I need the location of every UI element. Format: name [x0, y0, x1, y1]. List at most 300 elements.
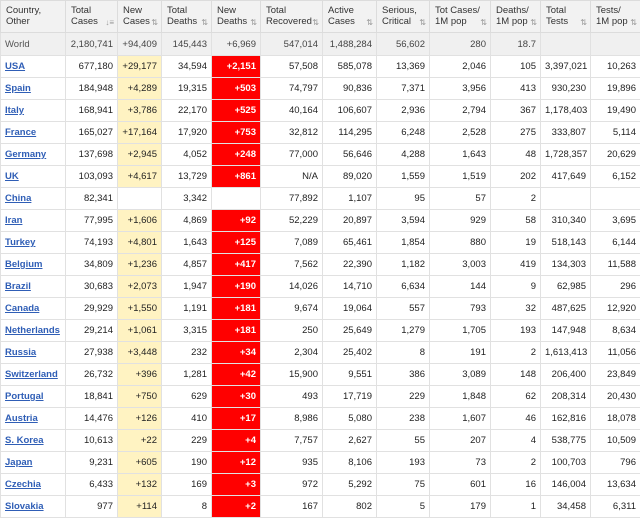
cell-new-cases: +114: [118, 496, 162, 518]
cell-deaths-per-1m: 16: [491, 474, 541, 496]
sort-icon[interactable]: ⇅: [201, 17, 208, 28]
cell-country: [1, 122, 66, 144]
cell-country: [1, 342, 66, 364]
country-link[interactable]: Austria: [5, 413, 38, 424]
cell-total-recovered: 14,026: [261, 276, 323, 298]
cell-new-cases: [118, 188, 162, 210]
cell-active-cases: 106,607: [323, 100, 377, 122]
cell-total-deaths: 34,594: [162, 56, 212, 78]
cell-total-deaths: 232: [162, 342, 212, 364]
cell-new-cases: +2,073: [118, 276, 162, 298]
cell-country: World: [1, 33, 66, 56]
cell-total-cases: 137,698: [66, 144, 118, 166]
table-row: [1, 100, 640, 122]
cell-new-deaths: [212, 188, 261, 210]
cell-total-tests: 100,703: [541, 452, 591, 474]
cell-country: [1, 474, 66, 496]
column-header-label: Tests: [546, 16, 568, 27]
column-header-label: Other: [6, 16, 30, 27]
cell-total-recovered: 77,892: [261, 188, 323, 210]
column-header-total-cases[interactable]: [66, 1, 118, 33]
cell-tot-cases-per-1m: 880: [430, 232, 491, 254]
cell-total-tests: 538,775: [541, 430, 591, 452]
cell-serious-critical: 1,559: [377, 166, 430, 188]
country-link[interactable]: Japan: [5, 457, 32, 468]
column-header-new-cases[interactable]: [118, 1, 162, 33]
cell-total-recovered: 7,089: [261, 232, 323, 254]
cell-total-recovered: 2,304: [261, 342, 323, 364]
cell-active-cases: 5,292: [323, 474, 377, 496]
cell-total-cases: 82,341: [66, 188, 118, 210]
cell-total-recovered: 972: [261, 474, 323, 496]
cell-serious-critical: 229: [377, 386, 430, 408]
cell-active-cases: 65,461: [323, 232, 377, 254]
cell-total-tests: 147,948: [541, 320, 591, 342]
column-header-label: Active: [328, 5, 354, 16]
column-header-tot-cases-per-1m[interactable]: [430, 1, 491, 33]
cell-total-recovered: 57,508: [261, 56, 323, 78]
cell-active-cases: 2,627: [323, 430, 377, 452]
cell-total-tests: 1,178,403: [541, 100, 591, 122]
cell-serious-critical: 7,371: [377, 78, 430, 100]
sort-icon[interactable]: ⇅: [250, 17, 257, 28]
cell-active-cases: 5,080: [323, 408, 377, 430]
column-header-label: Cases: [71, 16, 98, 27]
sort-icon[interactable]: ⇅: [530, 17, 537, 28]
sort-icon[interactable]: ⇅: [480, 17, 487, 28]
cell-total-deaths: 3,342: [162, 188, 212, 210]
cell-deaths-per-1m: 32: [491, 298, 541, 320]
column-header-total-deaths[interactable]: [162, 1, 212, 33]
country-link[interactable]: Italy: [5, 105, 24, 116]
column-header-label: Deaths/: [496, 5, 529, 16]
cell-country: [1, 188, 66, 210]
cell-tot-cases-per-1m: 3,003: [430, 254, 491, 276]
cell-active-cases: 25,649: [323, 320, 377, 342]
cell-active-cases: 114,295: [323, 122, 377, 144]
cell-tests-per-1m: 20,629: [591, 144, 640, 166]
cell-new-cases: +4,289: [118, 78, 162, 100]
cell-total-deaths: 190: [162, 452, 212, 474]
cell-tests-per-1m: [591, 33, 640, 56]
column-header-total-recovered[interactable]: [261, 1, 323, 33]
header-row: [1, 1, 640, 33]
cell-tests-per-1m: 296: [591, 276, 640, 298]
cell-deaths-per-1m: 2: [491, 342, 541, 364]
cell-deaths-per-1m: 202: [491, 166, 541, 188]
column-header-country[interactable]: [1, 1, 66, 33]
table-row: [1, 122, 640, 144]
cell-new-cases: +94,409: [118, 33, 162, 56]
column-header-label: Deaths: [217, 16, 247, 27]
country-link[interactable]: Switzerland: [5, 369, 58, 380]
cell-active-cases: 22,390: [323, 254, 377, 276]
country-link[interactable]: Portugal: [5, 391, 44, 402]
cell-total-deaths: 169: [162, 474, 212, 496]
table-row: [1, 342, 640, 364]
cell-country: [1, 232, 66, 254]
cell-tests-per-1m: 6,152: [591, 166, 640, 188]
cell-total-tests: 333,807: [541, 122, 591, 144]
cell-new-cases: +605: [118, 452, 162, 474]
table-row: [1, 298, 640, 320]
cell-serious-critical: 1,854: [377, 232, 430, 254]
column-header-label: 1M pop: [596, 16, 628, 27]
cell-deaths-per-1m: 2: [491, 452, 541, 474]
cell-tests-per-1m: 12,920: [591, 298, 640, 320]
cell-tot-cases-per-1m: 1,705: [430, 320, 491, 342]
cell-tot-cases-per-1m: 144: [430, 276, 491, 298]
cell-new-cases: +2,945: [118, 144, 162, 166]
column-header-label: Total: [167, 5, 187, 16]
cell-total-recovered: 9,674: [261, 298, 323, 320]
column-header-label: Total: [266, 5, 286, 16]
country-link[interactable]: Iran: [5, 215, 22, 226]
cell-deaths-per-1m: 48: [491, 144, 541, 166]
cell-total-cases: 34,809: [66, 254, 118, 276]
cell-country: [1, 100, 66, 122]
cell-total-deaths: 4,857: [162, 254, 212, 276]
table-row: [1, 166, 640, 188]
cell-total-cases: 977: [66, 496, 118, 518]
sort-icon[interactable]: ⇅: [580, 17, 587, 28]
cell-serious-critical: 1,279: [377, 320, 430, 342]
cell-total-recovered: 77,000: [261, 144, 323, 166]
cell-total-tests: 1,728,357: [541, 144, 591, 166]
cell-serious-critical: 3,594: [377, 210, 430, 232]
cell-tests-per-1m: 20,430: [591, 386, 640, 408]
cell-total-tests: 146,004: [541, 474, 591, 496]
cell-new-cases: +22: [118, 430, 162, 452]
table-row: [1, 320, 640, 342]
cell-serious-critical: 6,634: [377, 276, 430, 298]
cell-total-cases: 77,995: [66, 210, 118, 232]
cell-new-deaths: +92: [212, 210, 261, 232]
table-row: [1, 144, 640, 166]
column-header-label: Serious,: [382, 5, 417, 16]
cell-new-deaths: +125: [212, 232, 261, 254]
cell-tests-per-1m: 8,634: [591, 320, 640, 342]
cell-total-cases: 10,613: [66, 430, 118, 452]
cell-serious-critical: 56,602: [377, 33, 430, 56]
cell-deaths-per-1m: 1: [491, 496, 541, 518]
cell-country: [1, 408, 66, 430]
cell-tot-cases-per-1m: 3,089: [430, 364, 491, 386]
cell-tests-per-1m: 5,114: [591, 122, 640, 144]
column-header-label: Country,: [6, 5, 41, 16]
country-link[interactable]: USA: [5, 61, 25, 72]
cell-total-deaths: 19,315: [162, 78, 212, 100]
cell-new-cases: +1,550: [118, 298, 162, 320]
cell-total-deaths: 22,170: [162, 100, 212, 122]
cell-serious-critical: 8: [377, 342, 430, 364]
column-header-active-cases[interactable]: [323, 1, 377, 33]
cell-total-tests: 62,985: [541, 276, 591, 298]
cell-active-cases: 90,836: [323, 78, 377, 100]
cell-total-deaths: 3,315: [162, 320, 212, 342]
cell-total-deaths: 1,191: [162, 298, 212, 320]
cell-country: [1, 210, 66, 232]
cell-deaths-per-1m: 18.7: [491, 33, 541, 56]
cell-serious-critical: 6,248: [377, 122, 430, 144]
table-row: [1, 430, 640, 452]
cell-serious-critical: 386: [377, 364, 430, 386]
cell-deaths-per-1m: 19: [491, 232, 541, 254]
column-header-label: New: [217, 5, 236, 16]
cell-new-deaths: +12: [212, 452, 261, 474]
cell-active-cases: 14,710: [323, 276, 377, 298]
cell-tot-cases-per-1m: 73: [430, 452, 491, 474]
cell-total-cases: 27,938: [66, 342, 118, 364]
cell-country: [1, 144, 66, 166]
cell-new-deaths: +30: [212, 386, 261, 408]
cell-active-cases: 17,719: [323, 386, 377, 408]
cell-tot-cases-per-1m: 2,528: [430, 122, 491, 144]
country-link[interactable]: Slovakia: [5, 501, 44, 512]
cell-tests-per-1m: 11,056: [591, 342, 640, 364]
cell-total-tests: 134,303: [541, 254, 591, 276]
cell-total-recovered: 8,986: [261, 408, 323, 430]
column-header-label: Cases: [123, 16, 150, 27]
cell-serious-critical: 2,936: [377, 100, 430, 122]
cell-total-recovered: 32,812: [261, 122, 323, 144]
cell-tot-cases-per-1m: 191: [430, 342, 491, 364]
cell-total-cases: 184,948: [66, 78, 118, 100]
cell-total-cases: 677,180: [66, 56, 118, 78]
sort-icon[interactable]: ⇅: [630, 17, 637, 28]
cell-total-cases: 30,683: [66, 276, 118, 298]
cell-tests-per-1m: 13,634: [591, 474, 640, 496]
cell-total-cases: 168,941: [66, 100, 118, 122]
cell-tests-per-1m: 19,896: [591, 78, 640, 100]
cell-total-cases: 165,027: [66, 122, 118, 144]
cell-serious-critical: 4,288: [377, 144, 430, 166]
cell-new-deaths: +4: [212, 430, 261, 452]
cell-total-deaths: 13,729: [162, 166, 212, 188]
cell-total-tests: 206,400: [541, 364, 591, 386]
cell-country: [1, 386, 66, 408]
sort-icon[interactable]: ⇅: [366, 17, 373, 28]
column-header-label: New: [123, 5, 142, 16]
cell-active-cases: 19,064: [323, 298, 377, 320]
cell-active-cases: 20,897: [323, 210, 377, 232]
cell-total-cases: 74,193: [66, 232, 118, 254]
cell-tot-cases-per-1m: 1,848: [430, 386, 491, 408]
cell-total-tests: 1,613,413: [541, 342, 591, 364]
cell-country: [1, 496, 66, 518]
country-link[interactable]: Germany: [5, 149, 46, 160]
cell-tot-cases-per-1m: 601: [430, 474, 491, 496]
cell-total-cases: 6,433: [66, 474, 118, 496]
cell-new-deaths: +34: [212, 342, 261, 364]
cell-new-cases: +4,801: [118, 232, 162, 254]
column-header-label: Cases: [328, 16, 355, 27]
cell-active-cases: 25,402: [323, 342, 377, 364]
cell-total-recovered: 15,900: [261, 364, 323, 386]
country-link[interactable]: Russia: [5, 347, 36, 358]
cell-country: [1, 276, 66, 298]
country-link[interactable]: Turkey: [5, 237, 35, 248]
cell-total-tests: 930,230: [541, 78, 591, 100]
cell-deaths-per-1m: 105: [491, 56, 541, 78]
cell-country: [1, 430, 66, 452]
country-link[interactable]: S. Korea: [5, 435, 44, 446]
cell-total-tests: 208,314: [541, 386, 591, 408]
table-row: [1, 232, 640, 254]
cell-total-tests: [541, 33, 591, 56]
table-row: [1, 364, 640, 386]
cell-new-cases: +3,448: [118, 342, 162, 364]
cell-serious-critical: 95: [377, 188, 430, 210]
country-link[interactable]: Canada: [5, 303, 39, 314]
cell-total-deaths: 8: [162, 496, 212, 518]
cell-total-tests: 310,340: [541, 210, 591, 232]
cell-deaths-per-1m: 419: [491, 254, 541, 276]
cell-serious-critical: 55: [377, 430, 430, 452]
cell-serious-critical: 238: [377, 408, 430, 430]
cell-new-cases: +126: [118, 408, 162, 430]
cell-total-cases: 26,732: [66, 364, 118, 386]
cell-tot-cases-per-1m: 1,519: [430, 166, 491, 188]
country-link[interactable]: France: [5, 127, 36, 138]
cell-country: [1, 56, 66, 78]
sort-icon[interactable]: ⇅: [419, 17, 426, 28]
cell-total-tests: 417,649: [541, 166, 591, 188]
cell-tests-per-1m: 23,849: [591, 364, 640, 386]
cell-new-deaths: +17: [212, 408, 261, 430]
cell-tests-per-1m: 6,144: [591, 232, 640, 254]
column-header-tests-per-1m[interactable]: [591, 1, 640, 33]
cell-tot-cases-per-1m: 793: [430, 298, 491, 320]
cell-new-deaths: +6,969: [212, 33, 261, 56]
cell-country: [1, 452, 66, 474]
cell-country: [1, 364, 66, 386]
column-header-new-deaths[interactable]: [212, 1, 261, 33]
cell-deaths-per-1m: 193: [491, 320, 541, 342]
cell-total-tests: 34,458: [541, 496, 591, 518]
cell-total-recovered: 74,797: [261, 78, 323, 100]
cell-total-recovered: 7,562: [261, 254, 323, 276]
cell-new-deaths: +42: [212, 364, 261, 386]
cell-tot-cases-per-1m: 929: [430, 210, 491, 232]
table-row: [1, 386, 640, 408]
cell-total-recovered: 935: [261, 452, 323, 474]
cell-total-deaths: 1,281: [162, 364, 212, 386]
country-link[interactable]: Czechia: [5, 479, 41, 490]
cell-serious-critical: 5: [377, 496, 430, 518]
cell-total-recovered: N/A: [261, 166, 323, 188]
column-header-deaths-per-1m[interactable]: [491, 1, 541, 33]
cell-total-cases: 14,476: [66, 408, 118, 430]
cell-tests-per-1m: [591, 188, 640, 210]
country-link[interactable]: Belgium: [5, 259, 42, 270]
cell-new-cases: +29,177: [118, 56, 162, 78]
column-header-label: Critical: [382, 16, 411, 27]
cell-deaths-per-1m: 148: [491, 364, 541, 386]
cell-tests-per-1m: 18,078: [591, 408, 640, 430]
cell-new-deaths: +525: [212, 100, 261, 122]
cell-tests-per-1m: 19,490: [591, 100, 640, 122]
cell-serious-critical: 193: [377, 452, 430, 474]
cell-total-deaths: 17,920: [162, 122, 212, 144]
cell-new-cases: +132: [118, 474, 162, 496]
sort-icon[interactable]: ⇅: [151, 17, 158, 28]
table-row: [1, 408, 640, 430]
table-row: [1, 210, 640, 232]
column-header-total-tests[interactable]: [541, 1, 591, 33]
cell-new-deaths: +417: [212, 254, 261, 276]
cell-country: [1, 320, 66, 342]
cell-new-deaths: +190: [212, 276, 261, 298]
column-header-serious-critical[interactable]: [377, 1, 430, 33]
cell-country: [1, 254, 66, 276]
country-link[interactable]: Brazil: [5, 281, 31, 292]
table-row: [1, 188, 640, 210]
cell-tot-cases-per-1m: 1,643: [430, 144, 491, 166]
cell-total-deaths: 1,947: [162, 276, 212, 298]
cell-tests-per-1m: 10,263: [591, 56, 640, 78]
country-link[interactable]: Spain: [5, 83, 31, 94]
cell-tests-per-1m: 10,509: [591, 430, 640, 452]
cell-country: [1, 298, 66, 320]
cell-deaths-per-1m: 9: [491, 276, 541, 298]
cell-total-tests: 162,816: [541, 408, 591, 430]
cell-active-cases: 8,106: [323, 452, 377, 474]
cell-total-deaths: 410: [162, 408, 212, 430]
cell-total-recovered: 493: [261, 386, 323, 408]
sort-icon[interactable]: ↓≡: [105, 17, 114, 28]
cell-deaths-per-1m: 4: [491, 430, 541, 452]
cell-total-tests: 518,143: [541, 232, 591, 254]
cell-tot-cases-per-1m: 207: [430, 430, 491, 452]
sort-icon[interactable]: ⇅: [312, 17, 319, 28]
cell-total-cases: 29,929: [66, 298, 118, 320]
cell-total-deaths: 4,869: [162, 210, 212, 232]
table-row: [1, 474, 640, 496]
cell-new-deaths: +861: [212, 166, 261, 188]
cell-total-cases: 29,214: [66, 320, 118, 342]
cell-tot-cases-per-1m: 280: [430, 33, 491, 56]
cell-total-deaths: 629: [162, 386, 212, 408]
cell-total-deaths: 145,443: [162, 33, 212, 56]
cell-tests-per-1m: 11,588: [591, 254, 640, 276]
cell-active-cases: 1,107: [323, 188, 377, 210]
country-link[interactable]: China: [5, 193, 31, 204]
column-header-label: Recovered: [266, 16, 312, 27]
cell-new-cases: +396: [118, 364, 162, 386]
cell-total-recovered: 250: [261, 320, 323, 342]
column-header-label: Tests/: [596, 5, 621, 16]
cell-active-cases: 585,078: [323, 56, 377, 78]
table-body: [1, 33, 640, 518]
cell-total-cases: 18,841: [66, 386, 118, 408]
cell-new-deaths: +753: [212, 122, 261, 144]
column-header-label: 1M pop: [435, 16, 467, 27]
cell-deaths-per-1m: 2: [491, 188, 541, 210]
cell-tests-per-1m: 3,695: [591, 210, 640, 232]
cell-total-recovered: 7,757: [261, 430, 323, 452]
cell-serious-critical: 13,369: [377, 56, 430, 78]
country-link[interactable]: Netherlands: [5, 325, 60, 336]
cell-total-tests: 3,397,021: [541, 56, 591, 78]
cell-total-cases: 9,231: [66, 452, 118, 474]
country-link[interactable]: UK: [5, 171, 19, 182]
cell-new-deaths: +2: [212, 496, 261, 518]
cell-total-recovered: 52,229: [261, 210, 323, 232]
cell-deaths-per-1m: 413: [491, 78, 541, 100]
cell-new-cases: +17,164: [118, 122, 162, 144]
cell-total-deaths: 1,643: [162, 232, 212, 254]
